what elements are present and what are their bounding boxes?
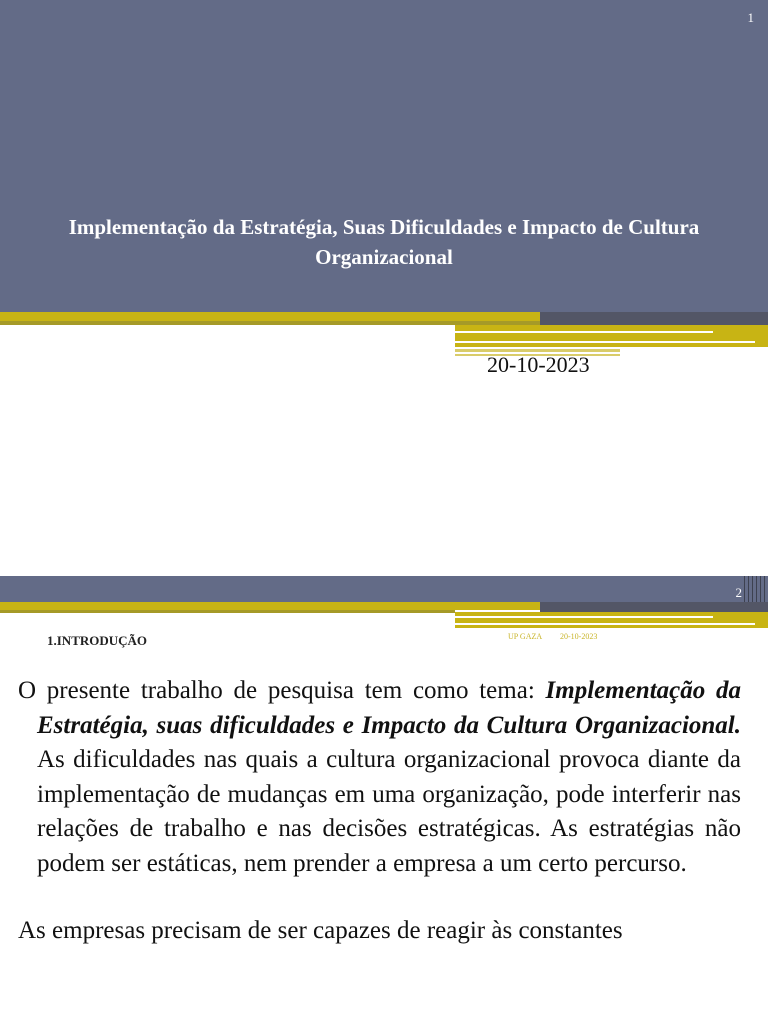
paragraph (18, 674, 741, 881)
paragraph-lead: O presente trabalho de pesquisa tem como tema: (18, 677, 546, 704)
gold-stripe (455, 612, 768, 628)
content-slide (0, 576, 768, 1024)
slide-title: Implementação da Estratégia, Suas Dificuldades e Impacto de Cultura Organizacional (68, 215, 700, 269)
gold-stripe (455, 325, 768, 347)
paragraph-emphasis: Implementação da Estratégia, suas dificuldades e Impacto da Cultura Organizacional. (37, 677, 741, 739)
footer-org: UP GAZA (508, 632, 543, 641)
section-heading: 1.INTRODUÇÃO (47, 633, 148, 648)
slide-number: 1 (747, 10, 754, 25)
dark-stripe (540, 312, 768, 326)
white-stripe (455, 331, 713, 333)
dark-stripe (0, 610, 455, 613)
presentation-date: 20-10-2023 (487, 352, 590, 377)
header-band (0, 576, 768, 602)
dark-stripe (540, 602, 768, 612)
footer-date: 20-10-2023 (560, 632, 598, 641)
white-stripe (455, 341, 755, 343)
body-text (18, 674, 741, 949)
white-stripe (455, 616, 713, 618)
slide-number: 2 (735, 585, 742, 600)
paragraph-rest: As dificuldades nas quais a cultura organizacional provoca diante da implementação de mudanças em uma organização, pode interferir nas relações de trabalho e nas decisões estratégicas. As estratégias não podem ser estáticas, nem prender a empresa a um certo percurso. (37, 746, 741, 877)
white-stripe (455, 623, 755, 625)
paragraph: As empresas precisam de ser capazes de reagir às constantes (18, 917, 623, 944)
